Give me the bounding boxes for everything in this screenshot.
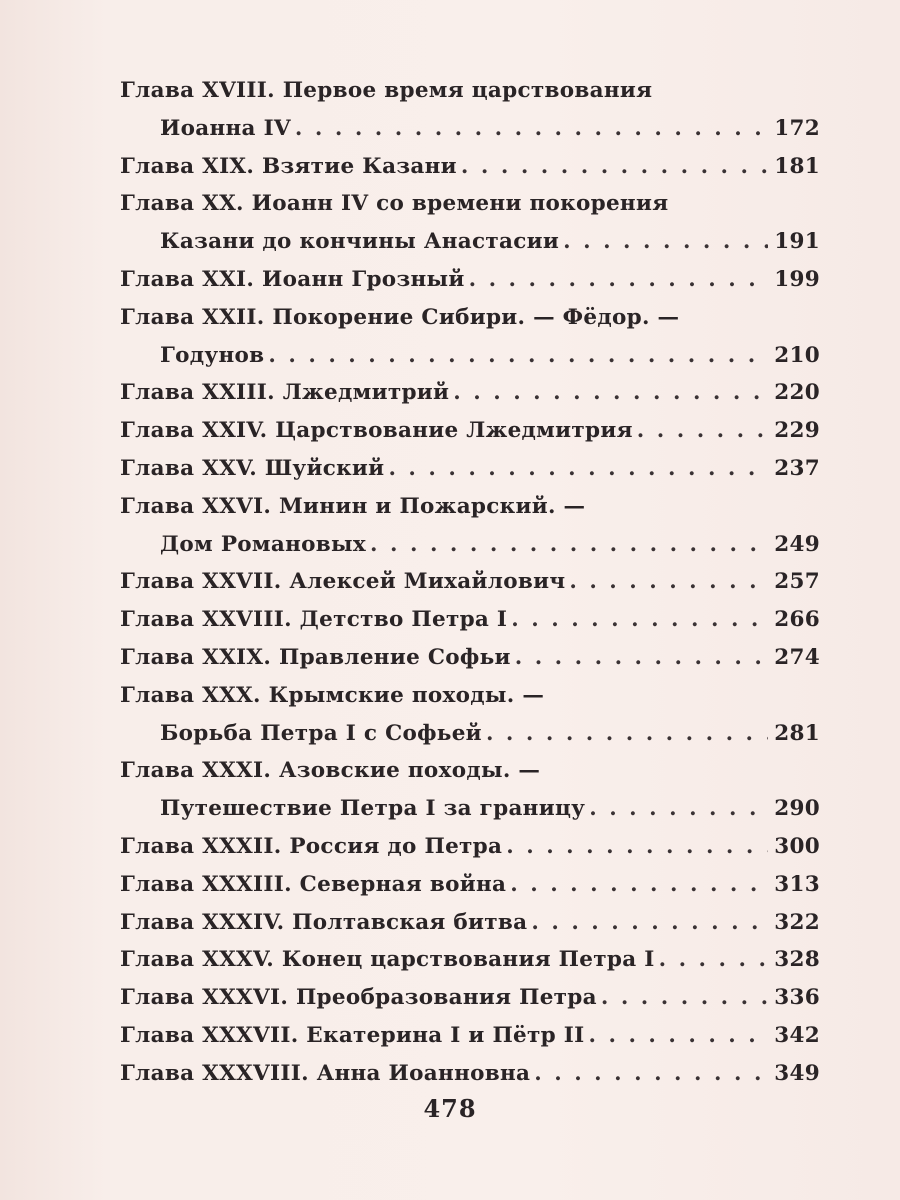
dot-leader <box>453 374 768 412</box>
toc-entry-continuation-line <box>120 526 820 564</box>
toc-entry-page-number: 266 <box>774 607 820 633</box>
dot-leader <box>461 148 768 186</box>
toc-entry <box>120 299 820 375</box>
toc-entry-text: Глава XXXV. Конец царствования Петра I <box>120 947 655 973</box>
toc-entry-title-line <box>120 941 820 979</box>
dot-leader <box>510 866 768 904</box>
toc-entry-text: Дом Романовых <box>160 531 367 557</box>
toc-entry <box>120 261 820 299</box>
dot-leader <box>534 1055 768 1093</box>
toc-entry-text: Глава XXXVI. Преобразования Петра <box>120 985 597 1011</box>
toc-entry-text: Казани до кончины Анастасии <box>160 229 560 255</box>
dot-leader <box>295 110 768 148</box>
dot-leader <box>515 639 768 677</box>
toc-entry-title-line <box>120 979 820 1017</box>
toc-entry-page-number: 229 <box>774 418 820 444</box>
toc-entry <box>120 1055 820 1093</box>
toc-entry-text: Глава XXVIII. Детство Петра I <box>120 607 508 633</box>
toc-entry <box>120 148 820 186</box>
dot-leader <box>563 223 768 261</box>
toc-entry-title-line <box>120 374 820 412</box>
toc-entry <box>120 979 820 1017</box>
toc-entry-text: Глава XXXVIII. Анна Иоанновна <box>120 1060 531 1086</box>
dot-leader <box>589 1017 769 1055</box>
toc-entry <box>120 639 820 677</box>
toc-entry-text: Глава XX. Иоанн IV со времени покорения <box>120 191 669 217</box>
toc-entry-title-line <box>120 1055 820 1093</box>
toc-entry <box>120 941 820 979</box>
toc-entry-page-number: 349 <box>774 1060 820 1086</box>
toc-entry-text: Борьба Петра I с Софьей <box>160 720 482 746</box>
toc-entry-text: Глава XXXII. Россия до Петра <box>120 833 503 859</box>
toc-entry-page-number: 274 <box>774 644 820 670</box>
toc-entry-title-line <box>120 639 820 677</box>
page-number: 478 <box>423 1094 477 1123</box>
toc-entry-page-number: 172 <box>774 115 820 141</box>
dot-leader <box>637 412 768 450</box>
toc-entry-text: Глава XXXVII. Екатерина I и Пётр II <box>120 1022 585 1048</box>
toc-entry-title-line <box>120 866 820 904</box>
toc-entry-continuation-line <box>120 715 820 753</box>
toc-entry <box>120 412 820 450</box>
toc-entry <box>120 488 820 564</box>
toc-entry-text: Глава XXXI. Азовские походы. — <box>120 758 541 784</box>
toc-entry-text: Путешествие Петра I за границу <box>160 796 586 822</box>
toc-entry-continuation-line <box>120 223 820 261</box>
toc-entry-text: Глава XXXIII. Северная война <box>120 871 507 897</box>
toc-entry-text: Годунов <box>160 342 265 368</box>
toc-entry-page-number: 210 <box>774 342 820 368</box>
toc-entry-text: Глава XXII. Покорение Сибири. — Фёдор. — <box>120 304 680 330</box>
toc-entry-continuation-line <box>120 790 820 828</box>
toc-entry-title-line <box>120 752 820 790</box>
toc-entry-title-line <box>120 72 820 110</box>
toc-entry <box>120 450 820 488</box>
dot-leader <box>506 828 768 866</box>
toc-entry-page-number: 220 <box>774 380 820 406</box>
toc-entry-title-line <box>120 1017 820 1055</box>
dot-leader <box>659 941 769 979</box>
toc-entry-text: Глава XXVI. Минин и Пожарский. — <box>120 493 586 519</box>
toc-entry <box>120 374 820 412</box>
toc-entry-title-line <box>120 261 820 299</box>
toc-entry-title-line <box>120 904 820 942</box>
toc-entry-text: Глава XXI. Иоанн Грозный <box>120 266 465 292</box>
toc-entry-text: Иоанна IV <box>160 115 291 141</box>
toc-entry-page-number: 257 <box>774 569 820 595</box>
toc-entry <box>120 752 820 828</box>
toc-entry-text: Глава XXIX. Правление Софьи <box>120 644 511 670</box>
toc-entry-title-line <box>120 148 820 186</box>
toc-entry-title-line <box>120 450 820 488</box>
toc-entry <box>120 904 820 942</box>
toc-entry-text: Глава XXV. Шуйский <box>120 455 385 481</box>
toc-entry <box>120 72 820 148</box>
toc-entry-text: Глава XXX. Крымские походы. — <box>120 682 545 708</box>
dot-leader <box>601 979 768 1017</box>
toc-entry-title-line <box>120 677 820 715</box>
dot-leader <box>531 904 768 942</box>
toc-entry-page-number: 181 <box>774 153 820 179</box>
dot-leader <box>511 601 768 639</box>
toc-entry-text: Глава XXVII. Алексей Михайлович <box>120 569 566 595</box>
dot-leader <box>486 715 768 753</box>
toc-entry <box>120 1017 820 1055</box>
toc-entry <box>120 866 820 904</box>
toc-entry-text: Глава XXIV. Царствование Лжедмитрия <box>120 418 633 444</box>
dot-leader <box>370 526 768 564</box>
dot-leader <box>589 790 768 828</box>
toc-entry <box>120 185 820 261</box>
dot-leader <box>388 450 768 488</box>
toc-entry-title-line <box>120 412 820 450</box>
toc-entry-title-line <box>120 828 820 866</box>
toc-entry-title-line <box>120 488 820 526</box>
toc-entry-page-number: 199 <box>774 266 820 292</box>
table-of-contents <box>120 72 820 1093</box>
toc-entry-page-number: 249 <box>774 531 820 557</box>
dot-leader <box>268 337 768 375</box>
toc-entry-text: Глава XVIII. Первое время царствования <box>120 78 653 103</box>
toc-entry-continuation-line <box>120 337 820 375</box>
toc-entry <box>120 677 820 753</box>
dot-leader <box>469 261 769 299</box>
toc-entry-text: Глава XXXIV. Полтавская битва <box>120 909 528 935</box>
toc-entry-page-number: 237 <box>774 455 820 481</box>
toc-entry-page-number: 191 <box>774 229 820 255</box>
dot-leader <box>569 563 768 601</box>
toc-entry-title-line <box>120 185 820 223</box>
toc-entry-page-number: 342 <box>774 1022 820 1048</box>
toc-entry-page-number: 281 <box>774 720 820 746</box>
toc-entry-continuation-line <box>120 110 820 148</box>
toc-entry-title-line <box>120 601 820 639</box>
toc-entry-page-number: 328 <box>774 947 820 973</box>
toc-entry-text: Глава XIX. Взятие Казани <box>120 153 457 179</box>
toc-entry <box>120 563 820 601</box>
toc-entry-title-line <box>120 563 820 601</box>
toc-entry-page-number: 313 <box>774 871 820 897</box>
toc-entry-page-number: 322 <box>774 909 820 935</box>
toc-entry-page-number: 290 <box>774 796 820 822</box>
toc-entry-text: Глава XXIII. Лжедмитрий <box>120 380 450 406</box>
toc-entry <box>120 828 820 866</box>
toc-entry-page-number: 336 <box>774 985 820 1011</box>
toc-entry <box>120 601 820 639</box>
toc-entry-title-line <box>120 299 820 337</box>
toc-entry-page-number: 300 <box>774 833 820 859</box>
